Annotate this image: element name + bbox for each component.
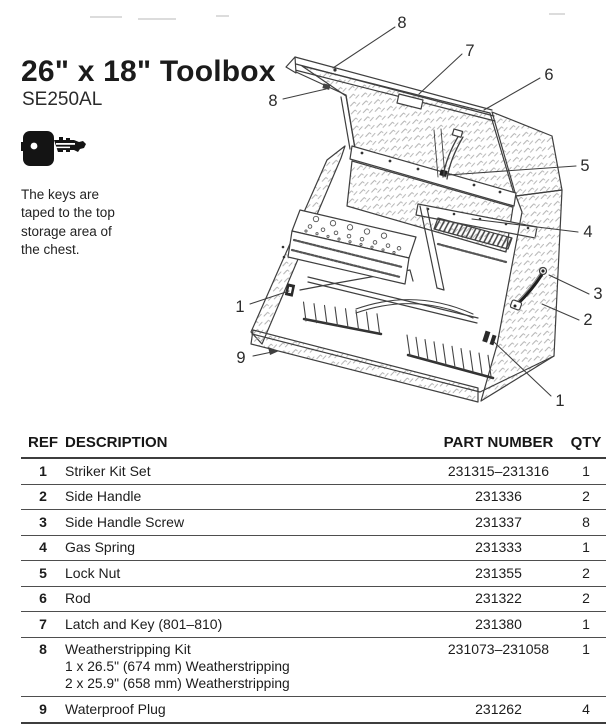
callout-7: 7 — [465, 42, 475, 60]
cell-description: Waterproof Plug — [65, 697, 431, 723]
table-header-row — [21, 429, 606, 458]
cell-part-number: 231337 — [431, 510, 566, 536]
parts-table — [21, 429, 606, 724]
cell-part-number: 231073–231058 — [431, 637, 566, 697]
cell-ref: 6 — [21, 586, 65, 612]
cell-qty: 1 — [566, 637, 606, 697]
tray-pins-right — [407, 335, 491, 376]
cell-description — [65, 637, 431, 697]
cell-description: Striker Kit Set — [65, 458, 431, 484]
header-description: DESCRIPTION — [65, 429, 431, 458]
cell-part-number: 231333 — [431, 535, 566, 561]
callout-6: 6 — [544, 66, 554, 84]
header-part-number: PART NUMBER — [431, 429, 566, 458]
table-row — [21, 586, 606, 612]
callout-5: 5 — [580, 157, 590, 175]
key-note-text: The keys are taped to the top storage area of the chest. — [21, 186, 115, 257]
callout-1-left: 1 — [235, 298, 245, 316]
model-number: SE250AL — [22, 89, 103, 110]
cell-description: Latch and Key (801–810) — [65, 612, 431, 638]
cell-qty: 1 — [566, 612, 606, 638]
cell-description: Rod — [65, 586, 431, 612]
cell-ref: 9 — [21, 697, 65, 723]
cell-ref: 4 — [21, 535, 65, 561]
table-row — [21, 510, 606, 536]
description-subline: 2 x 25.9" (658 mm) Weatherstripping — [65, 676, 290, 691]
cell-ref: 2 — [21, 484, 65, 510]
cell-part-number: 231380 — [431, 612, 566, 638]
cell-ref: 3 — [21, 510, 65, 536]
header-ref: REF — [21, 429, 65, 458]
callout-4: 4 — [583, 223, 593, 241]
callout-8-top: 8 — [397, 14, 407, 32]
table-row — [21, 535, 606, 561]
cell-description: Gas Spring — [65, 535, 431, 561]
cell-qty: 1 — [566, 458, 606, 484]
header-qty: QTY — [566, 429, 606, 458]
table-row — [21, 484, 606, 510]
description-subline: 1 x 26.5" (674 mm) Weatherstripping — [65, 659, 290, 674]
cell-ref: 7 — [21, 612, 65, 638]
callout-2: 2 — [583, 311, 593, 329]
cell-ref: 1 — [21, 458, 65, 484]
callout-3: 3 — [593, 285, 603, 303]
scan-artifacts — [90, 13, 565, 20]
cell-part-number: 231262 — [431, 697, 566, 723]
cell-part-number: 231322 — [431, 586, 566, 612]
table-row — [21, 561, 606, 587]
cell-description: Side Handle Screw — [65, 510, 431, 536]
table-row — [21, 458, 606, 484]
table-row — [21, 612, 606, 638]
table-row — [21, 697, 606, 723]
cell-qty: 2 — [566, 561, 606, 587]
callout-9: 9 — [236, 349, 246, 367]
description-main: Weatherstripping Kit — [65, 641, 191, 657]
cell-qty: 8 — [566, 510, 606, 536]
cell-qty: 2 — [566, 484, 606, 510]
page-title: 26" x 18" Toolbox — [21, 55, 276, 88]
cell-ref: 8 — [21, 637, 65, 697]
drill-bit-index — [282, 210, 416, 284]
tray-pins-left — [304, 302, 380, 333]
cell-part-number: 231355 — [431, 561, 566, 587]
cell-qty: 4 — [566, 697, 606, 723]
callout-1-bottom: 1 — [555, 392, 565, 410]
striker-bottom — [482, 331, 496, 346]
callout-8-left: 8 — [268, 92, 278, 110]
cell-qty: 1 — [566, 535, 606, 561]
cell-ref: 5 — [21, 561, 65, 587]
cell-description: Lock Nut — [65, 561, 431, 587]
cell-part-number: 231336 — [431, 484, 566, 510]
cell-description: Side Handle — [65, 484, 431, 510]
cell-qty: 2 — [566, 586, 606, 612]
cell-part-number: 231315–231316 — [431, 458, 566, 484]
table-row — [21, 637, 606, 697]
